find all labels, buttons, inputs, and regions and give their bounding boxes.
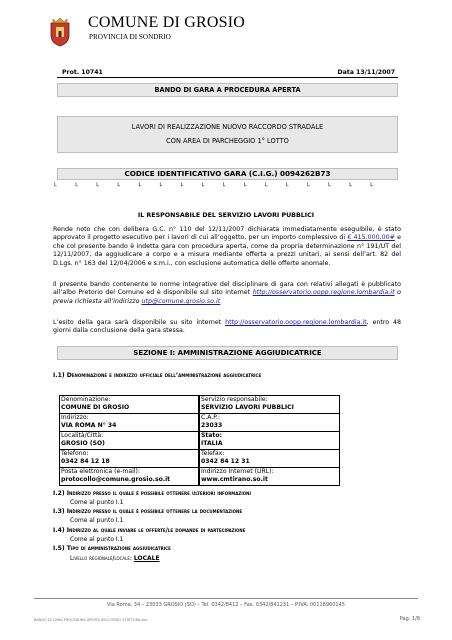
cell-label: C.A.P.: (201, 414, 220, 421)
footer-rule (34, 598, 418, 599)
works-line-1: LAVORI DI REALIZZAZIONE NUOVO RACCORDO STRADALE (131, 123, 324, 131)
cell-value: 23033 (201, 421, 223, 429)
mark: └ (327, 183, 331, 190)
mark: └ (263, 183, 268, 190)
i3-number: I.3) (53, 508, 65, 515)
works-box (57, 116, 398, 153)
i5-label: Livello regionale/locale: (70, 555, 134, 562)
cell-label: Servizio responsabile: (201, 396, 268, 403)
mark: └ (74, 183, 78, 190)
cell-label: Telefax: (201, 450, 225, 457)
i2-number: I.2) (53, 490, 65, 497)
cig-code: CODICE IDENTIFICATIVO GARA (C.I.G.) 0094262B73 (124, 169, 331, 178)
contact-table (59, 395, 340, 489)
section-i1 (53, 372, 261, 379)
osservatorio-link[interactable]: http://osservatorio.oopp.regione.lombardia.it (252, 289, 395, 297)
document-date: Data 13/11/2007 (337, 69, 395, 76)
cell-label: Telefono: (61, 450, 89, 457)
table-cell (59, 467, 199, 486)
i5-value: LOCALE (133, 555, 160, 562)
mark: └ (95, 183, 99, 190)
footer-filename: BANDO DI GARA PROCEDURA APERTA RACCORDO STRTTURA.doc (34, 618, 148, 622)
i5-text: Tipo di amministrazione aggiudicatrice (66, 545, 171, 552)
cell-label: Località/Città: (61, 432, 104, 439)
mark: └ (242, 183, 247, 190)
header-rule (57, 77, 398, 78)
i3-answer: Come al punto I.1 (70, 517, 124, 524)
marks-row (53, 183, 373, 190)
bando-title-box (57, 83, 398, 97)
section-i3 (53, 508, 242, 515)
section-heading: SEZIONE I: AMMINISTRAZIONE AGGIUDICATRICE (133, 349, 322, 357)
cell-label: Indirizzo Internet (URL): (201, 468, 274, 475)
i2-answer: Come al punto I.1 (70, 499, 124, 506)
i5-answer (70, 555, 160, 562)
cig-box (57, 168, 398, 180)
table-cell (199, 431, 340, 450)
table-cell (59, 395, 199, 414)
bando-title: BANDO DI GARA A PROCEDURA APERTA (154, 86, 301, 94)
cell-value: GROSIO (SO) (61, 439, 105, 447)
table-cell (59, 449, 199, 468)
mark: └ (53, 183, 57, 190)
i4-answer: Come al punto I.1 (70, 536, 124, 543)
cell-label: Stato: (201, 432, 222, 439)
page-number: Pag. 1/8 (399, 616, 420, 622)
paragraph-approval (53, 226, 401, 268)
para2-text-b: o previa richiesta all’indirizzo (53, 289, 401, 305)
cell-label: Indirizzo: (61, 414, 89, 421)
table-cell (199, 467, 340, 486)
para1-text-a: Rende noto che con delibera G.C. n° 110 del 12/11/2007 dichiarata immediatamente eseguibile, è stato approvato il progetto esecutivo per i lavori di cui all’oggetto, per un importo complessivo di (53, 226, 401, 242)
para2-text-a: Il presente bando contenente le norme integrative del disciplinare di gara con relativi allegati è pubblicato all’albo Pretorio del Comune ed è disponibile sul sito internet (53, 281, 401, 297)
mark: └ (137, 183, 141, 190)
page-subtitle: PROVINCIA DI SONDRIO (89, 33, 171, 41)
cell-label: Denominazione: (61, 396, 111, 403)
page-title: COMUNE DI GROSIO (88, 14, 245, 31)
cell-value: COMUNE DI GROSIO (61, 403, 130, 411)
para3-text-a: L’esito della gara sarà disponibile su sito internet (53, 319, 226, 326)
section-i5 (53, 545, 171, 552)
cell-value: SERVIZIO LAVORI PUBBLICI (201, 403, 294, 411)
para1-text-b: e che col presente bando è indetta gara con procedura aperta, come da propria determinazione n° 191/UT del 12/11/2007, da aggiudicare a corpo e a misura mediante offerta a prezzi unitari, ai sensi dell’art. 82 del D.Lgs. n° 163 del 12/04/2006 e s.m.i., con esclusione automatica delle offerte anomale. (53, 234, 401, 267)
mark: └ (116, 183, 120, 190)
footer-address: Via Roma, 34 – 23033 GROSIO (SO) – Tel. 0342/8412 – Fax. 0342/841231 – P.IVA: 00118960145 (107, 602, 345, 608)
mark: └ (179, 183, 184, 190)
cell-value: 0342 84 12 18 (61, 457, 110, 465)
section-i4 (53, 527, 246, 534)
outcome-link[interactable]: http://osservatorio.oopp.regione.lombardia.it (225, 319, 367, 326)
mark: └ (369, 183, 373, 190)
works-line-2: CON AREA DI PARCHEGGIO 1° LOTTO (166, 137, 289, 145)
cell-value: 0342 84 12 31 (201, 457, 250, 465)
mark: └ (221, 183, 226, 190)
amount-value: € 415.000,00# (347, 234, 395, 242)
cell-label: Posta elettronica (e-mail): (61, 468, 140, 475)
paragraph-publication (53, 281, 401, 306)
mark: └ (200, 183, 205, 190)
i4-text: Indirizzo al quale inviare le offerte/le domande di partecipazione (66, 527, 246, 534)
i5-number: I.5) (53, 545, 65, 552)
mark: └ (158, 183, 163, 190)
table-cell (59, 431, 199, 450)
mark: └ (284, 183, 289, 190)
municipal-crest-icon (48, 17, 72, 47)
cell-value: ITALIA (201, 439, 223, 447)
i4-number: I.4) (53, 527, 65, 534)
cell-value: VIA ROMA N° 34 (61, 421, 117, 429)
paragraph-outcome (53, 319, 401, 336)
para3-text-b: , entro 48 giorni dalla conclusione della gara stessa. (53, 319, 402, 335)
table-cell (59, 413, 199, 432)
mark: └ (305, 183, 310, 190)
i3-text: Indirizzo presso il quale è possibile ottenere la documentazione (66, 508, 243, 515)
cell-value: www.cmtirano.so.it (201, 475, 268, 483)
table-cell (199, 413, 340, 432)
cell-value: protocollo@comune.grosio.so.it (61, 475, 171, 483)
table-cell (199, 449, 340, 468)
section-i2 (53, 490, 251, 497)
utp-email-link[interactable]: utp@comune.grosio.so.it (141, 297, 221, 305)
i2-text: Indirizzo presso il quale è possibile ottenere ulteriori informazioni (66, 490, 251, 497)
protocol-number: Prot. 10741 (62, 69, 103, 76)
responsabile-heading: IL RESPONSABILE DEL SERVIZIO LAVORI PUBBLICI (137, 212, 315, 219)
mark: └ (348, 183, 352, 190)
i1-number: I.1) (53, 372, 65, 379)
i1-text: Denominazione e indirizzo ufficiale dell’amministrazione aggiudicatrice (66, 372, 262, 379)
table-cell (199, 395, 340, 414)
section-box (57, 346, 398, 360)
